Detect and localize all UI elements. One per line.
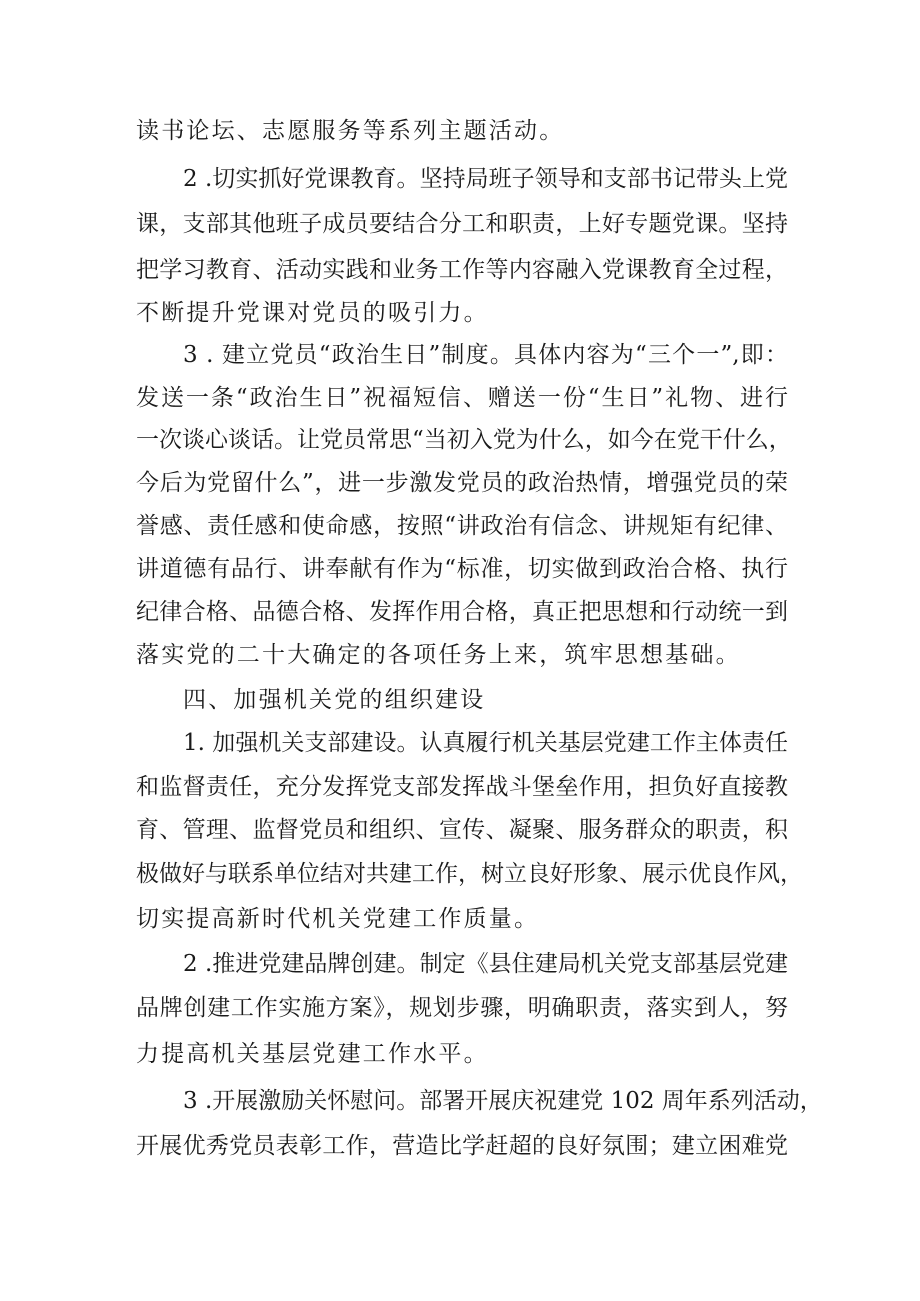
text-line: 把学习教育、活动实践和业务工作等内容融入党课教育全过程， — [136, 257, 788, 283]
text-line: 育、管理、监督党员和组织、宣传、凝聚、服务群众的职责，积 — [136, 817, 788, 843]
text-line: 讲道德有品行、讲奉献有作为“标准，切实做到政治合格、执行 — [136, 556, 788, 582]
text-line: 1. 加强机关支部建设。认真履行机关基层党建工作主体责任 — [183, 730, 788, 756]
text-line: 切实提高新时代机关党建工作质量。 — [136, 906, 540, 932]
text-line: 不断提升党课对党员的吸引力。 — [136, 300, 489, 326]
text-line: 极做好与联系单位结对共建工作，树立良好形象、展示优良作风， — [136, 861, 803, 887]
text-line: 2 .切实抓好党课教育。坚持局班子领导和支部书记带头上党 — [183, 166, 788, 192]
text-line: 开展优秀党员表彰工作，营造比学赶超的良好氛围；建立困难党 — [136, 1133, 788, 1159]
text-line: 课，支部其他班子成员要结合分工和职责，上好专题党课。坚持 — [136, 211, 788, 237]
text-line: 发送一条“政治生日”祝福短信、赠送一份“生日”礼物、进行 — [136, 385, 788, 411]
text-line: 落实党的二十大确定的各项任务上来，筑牢思想基础。 — [136, 642, 741, 668]
text-line: 誉感、责任感和使命感，按照“讲政治有信念、讲规矩有纪律、 — [136, 513, 788, 539]
text-line: 2 .推进党建品牌创建。制定《县住建局机关党支部基层党建 — [183, 951, 788, 977]
text-line: 和监督责任，充分发挥党支部发挥战斗堡垒作用，担负好直接教 — [136, 774, 788, 800]
section-heading: 四、加强机关党的组织建设 — [183, 687, 486, 713]
text-line: 力提高机关基层党建工作水平。 — [136, 1041, 489, 1067]
text-line: 纪律合格、品德合格、发挥作用合格，真正把思想和行动统一到 — [136, 599, 788, 625]
text-line: 一次谈心谈话。让党员常思“当初入党为什么，如今在党干什么， — [136, 427, 792, 453]
text-line: 3 .开展激励关怀慰问。部署开展庆祝建党 102 周年系列活动， — [183, 1088, 823, 1114]
text-line: 品牌创建工作实施方案》，规划步骤，明确职责，落实到人，努 — [136, 995, 788, 1021]
text-line: 今后为党留什么”，进一步激发党员的政治热情，增强党员的荣 — [136, 470, 788, 496]
text-line: 读书论坛、志愿服务等系列主题活动。 — [136, 118, 565, 144]
text-line: 3 . 建立党员“政治生日”制度。具体内容为“三个一”,即： — [183, 342, 788, 368]
